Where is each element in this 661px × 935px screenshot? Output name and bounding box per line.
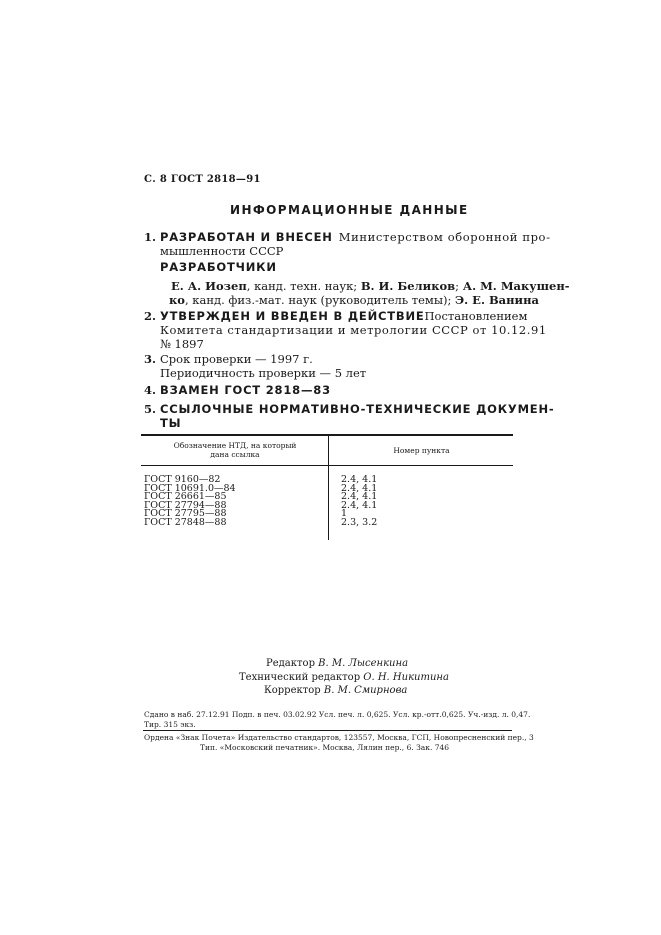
tech-editor-name: О. Н. Никитина: [363, 672, 449, 683]
table-cell: 1: [341, 508, 348, 520]
table-cell: ГОСТ 27795—88: [144, 508, 227, 520]
imprint-divider: [143, 730, 512, 731]
imprint-line: Сдано в наб. 27.12.91 Подп. в печ. 03.02.92 Усл. печ. л. 0,625. Усл. кр.-отт.0,625. Уч.-изд. л. 0,47.: [144, 710, 531, 719]
publisher-details: [144, 733, 534, 752]
section-text: Комитета стандартизации и метрологии СССР от 10.12.91: [160, 323, 547, 337]
section-text: мышленности СССР: [160, 244, 284, 258]
print-details: [144, 710, 530, 729]
table-top-rule: [141, 434, 513, 436]
table-header-clause: Номер пункта: [393, 446, 450, 455]
tech-editor-label: Технический редактор: [239, 672, 361, 683]
table-cell: 2.4, 4.1: [341, 474, 378, 485]
editor-line: [266, 657, 408, 671]
review-frequency: Периодичность проверки — 5 лет: [160, 366, 367, 380]
header-line: дана ссылка: [210, 450, 260, 459]
separator: ;: [455, 279, 463, 293]
editor-name: В. М. Лысенкина: [318, 658, 409, 669]
imprint-line: Тип. «Московский печатник». Москва, Лялин пер., 6. Зак. 746: [200, 742, 450, 752]
table-cell: ГОСТ 27848—88: [144, 516, 227, 528]
section-heading: УТВЕРЖДЕН И ВВЕДЕН В ДЕЙСТВИЕ: [160, 309, 425, 323]
section-number: 4.: [144, 383, 157, 397]
developer-name: ко: [169, 293, 185, 307]
section-heading: ССЫЛОЧНЫЕ НОРМАТИВНО-ТЕХНИЧЕСКИЕ ДОКУМЕН-: [160, 402, 555, 416]
page-header: С. 8 ГОСТ 2818—91: [144, 174, 261, 185]
imprint-line: Ордена «Знак Почета» Издательство стандартов, 123557, Москва, ГСП, Новопресненский пер., 3: [144, 733, 534, 742]
developer-name: В. И. Беликов: [360, 279, 456, 293]
section-text: Постановлением: [424, 309, 528, 323]
section-heading: РАЗРАБОТАН И ВНЕСЕН: [160, 230, 333, 244]
imprint-line: Тир. 315 экз.: [144, 719, 196, 729]
table-cell: ГОСТ 10691.0—84: [144, 482, 236, 494]
section-5-heading: [160, 402, 555, 430]
header-line: Обозначение НТД, на который: [173, 441, 297, 450]
table-cell: 2.4, 4.1: [341, 491, 378, 503]
developers-list: [169, 279, 570, 307]
developer-name: А. М. Макушен-: [462, 279, 570, 293]
corrector-name: В. М. Смирнова: [323, 685, 408, 696]
tech-editor-line: [239, 671, 449, 685]
table-cell: 2.3, 3.2: [341, 516, 378, 528]
section-1-body: [160, 230, 551, 258]
developer-name: Е. А. Иозеп: [171, 279, 247, 293]
section-number: 3.: [144, 352, 157, 366]
section-text: № 1897: [160, 337, 204, 351]
table-header-designation: [145, 441, 325, 459]
table-cell: ГОСТ 9160—82: [144, 474, 221, 485]
table-header-rule: [141, 465, 513, 466]
developers-heading: РАЗРАБОТЧИКИ: [160, 260, 277, 274]
table-cell: ГОСТ 26661—85: [144, 491, 227, 503]
table-cell: 2.4, 4.1: [341, 482, 378, 494]
developer-degree: , канд. физ.-мат. наук (руководитель темы);: [184, 293, 456, 307]
table-cell: ГОСТ 27794—88: [144, 499, 227, 511]
section-text: Министерством оборонной про-: [338, 230, 551, 244]
section-heading: ТЫ: [160, 416, 182, 430]
table-cell: 2.4, 4.1: [341, 499, 378, 511]
document-title: ИНФОРМАЦИОННЫЕ ДАННЫЕ: [230, 203, 469, 217]
table-col-designation: [144, 476, 236, 528]
review-period: Срок проверки — 1997 г.: [160, 352, 313, 366]
section-number: 1.: [144, 230, 157, 244]
corrector-line: [264, 684, 407, 698]
section-heading: ВЗАМЕН ГОСТ 2818—83: [160, 383, 331, 397]
corrector-label: Корректор: [264, 685, 321, 696]
editor-label: Редактор: [266, 658, 315, 669]
table-column-divider: [328, 434, 329, 540]
section-number: 2.: [144, 309, 157, 323]
section-3-body: [160, 352, 366, 380]
developer-degree: , канд. техн. наук;: [246, 279, 361, 293]
developer-name: Э. Е. Ванина: [455, 293, 539, 307]
table-col-clause: [341, 476, 377, 528]
section-2-body: [160, 309, 547, 351]
section-number: 5.: [144, 402, 157, 416]
section-1: [144, 230, 156, 244]
